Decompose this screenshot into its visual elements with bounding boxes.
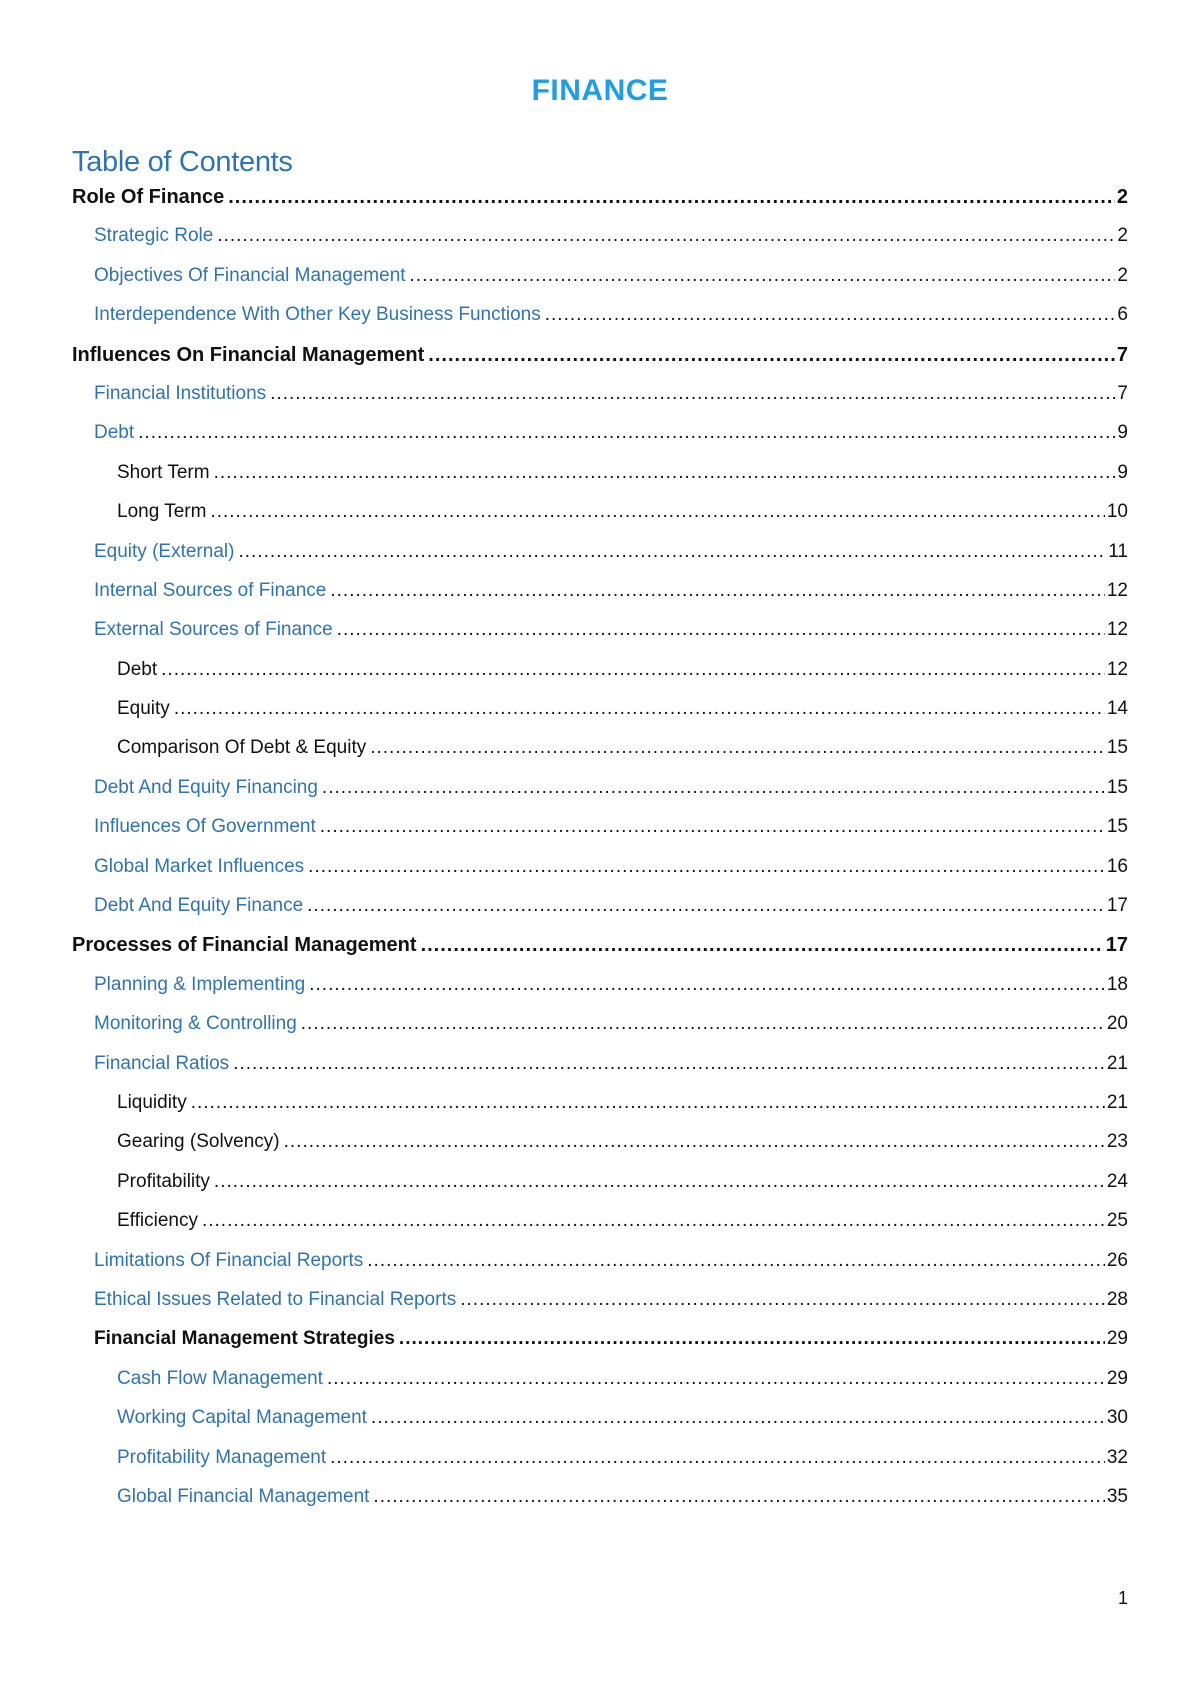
toc-entry-page[interactable]: 10 (1106, 501, 1128, 523)
toc-entry[interactable] (72, 1131, 1128, 1170)
toc-entry[interactable] (72, 225, 1128, 264)
toc-dot-leader (301, 1013, 1105, 1035)
toc-entry[interactable] (72, 1250, 1128, 1289)
toc-entry-page[interactable]: 15 (1106, 776, 1128, 798)
toc-entry[interactable] (72, 541, 1128, 580)
toc-entry-label[interactable]: Internal Sources of Finance (94, 579, 327, 601)
toc-dot-leader (214, 1171, 1105, 1193)
toc-entry[interactable] (72, 344, 1128, 383)
toc-entry-label[interactable]: Financial Institutions (94, 382, 267, 404)
table-of-contents (72, 186, 1128, 1525)
toc-entry-page[interactable]: 12 (1106, 619, 1128, 641)
toc-entry-label[interactable]: Financial Management Strategies (94, 1328, 395, 1350)
toc-dot-leader (370, 737, 1105, 759)
toc-dot-leader (217, 225, 1115, 247)
toc-entry-label[interactable]: Comparison Of Debt & Equity (117, 737, 367, 759)
toc-dot-leader (337, 619, 1105, 641)
toc-entry-page[interactable]: 29 (1106, 1367, 1128, 1389)
document-title: FINANCE (531, 74, 669, 107)
toc-dot-leader (191, 1092, 1105, 1114)
toc-entry[interactable] (72, 580, 1128, 619)
toc-dot-leader (373, 1486, 1104, 1508)
toc-entry[interactable] (72, 1407, 1128, 1446)
toc-entry[interactable] (72, 934, 1128, 973)
toc-dot-leader (428, 344, 1115, 366)
toc-entry-label[interactable]: Long Term (117, 501, 207, 523)
toc-entry-page[interactable]: 30 (1106, 1407, 1128, 1429)
toc-entry-page[interactable]: 21 (1106, 1052, 1128, 1074)
toc-entry-label[interactable]: Short Term (117, 461, 210, 483)
toc-dot-leader (460, 1289, 1105, 1311)
toc-entry-page[interactable]: 25 (1106, 1210, 1128, 1232)
toc-dot-leader (174, 698, 1105, 720)
toc-entry-label[interactable]: Global Market Influences (94, 855, 305, 877)
toc-entry-label[interactable]: Debt (117, 658, 158, 680)
toc-entry[interactable] (72, 777, 1128, 816)
toc-entry[interactable] (72, 659, 1128, 698)
toc-entry[interactable] (72, 186, 1128, 225)
toc-dot-leader (545, 304, 1116, 326)
toc-heading: Table of Contents (72, 146, 293, 178)
toc-entry-page[interactable]: 20 (1106, 1013, 1128, 1035)
toc-entry[interactable] (72, 383, 1128, 422)
toc-dot-leader (210, 501, 1104, 523)
toc-entry-label[interactable]: Financial Ratios (94, 1052, 230, 1074)
toc-dot-leader (161, 659, 1105, 681)
toc-entry-page[interactable]: 7 (1116, 343, 1128, 366)
toc-entry-page[interactable]: 2 (1117, 225, 1128, 247)
toc-entry-label[interactable]: Limitations Of Financial Reports (94, 1249, 364, 1271)
toc-entry[interactable] (72, 265, 1128, 304)
toc-entry-page[interactable]: 29 (1106, 1328, 1128, 1350)
toc-entry-page[interactable]: 35 (1106, 1485, 1128, 1507)
toc-entry-label[interactable]: Gearing (Solvency) (117, 1131, 280, 1153)
toc-entry-page[interactable]: 15 (1106, 816, 1128, 838)
toc-dot-leader (327, 1368, 1105, 1390)
toc-entry-label[interactable]: Strategic Role (94, 225, 214, 247)
toc-dot-leader (367, 1250, 1105, 1272)
toc-dot-leader (307, 895, 1105, 917)
toc-entry[interactable] (72, 619, 1128, 658)
toc-entry[interactable] (72, 737, 1128, 776)
toc-entry[interactable] (72, 974, 1128, 1013)
toc-dot-leader (238, 541, 1106, 563)
toc-entry-page[interactable]: 18 (1106, 973, 1128, 995)
toc-entry[interactable] (72, 1053, 1128, 1092)
toc-entry-page[interactable]: 28 (1106, 1288, 1128, 1310)
toc-entry-page[interactable]: 11 (1108, 540, 1128, 562)
toc-dot-leader (399, 1328, 1105, 1350)
toc-entry-label[interactable]: Equity (External) (94, 540, 235, 562)
toc-entry[interactable] (72, 1328, 1128, 1367)
toc-entry[interactable] (72, 1368, 1128, 1407)
toc-entry-label[interactable]: Influences On Financial Management (72, 343, 425, 366)
toc-entry-label[interactable]: Debt And Equity Finance (94, 895, 304, 917)
toc-entry-page[interactable]: 6 (1117, 304, 1128, 326)
toc-entry-label[interactable]: Debt And Equity Financing (94, 776, 318, 798)
toc-dot-leader (330, 580, 1105, 602)
toc-entry-label[interactable]: External Sources of Finance (94, 619, 333, 641)
toc-entry[interactable] (72, 1210, 1128, 1249)
page-number: 1 (1117, 1588, 1128, 1608)
toc-entry-label[interactable]: Debt (94, 422, 135, 444)
toc-dot-leader (214, 462, 1116, 484)
toc-entry-label[interactable]: Processes of Financial Management (72, 934, 417, 957)
toc-entry-label[interactable]: Ethical Issues Related to Financial Reports (94, 1288, 457, 1310)
toc-entry-page[interactable]: 12 (1106, 579, 1128, 601)
toc-entry-page[interactable]: 2 (1117, 264, 1128, 286)
toc-dot-leader (270, 383, 1115, 405)
toc-entry-label[interactable]: Objectives Of Financial Management (94, 264, 406, 286)
toc-entry-label[interactable]: Cash Flow Management (117, 1367, 323, 1389)
toc-entry-page[interactable]: 23 (1106, 1131, 1128, 1153)
toc-entry-label[interactable]: Influences Of Government (94, 816, 316, 838)
toc-entry-page[interactable]: 9 (1117, 461, 1128, 483)
toc-dot-leader (228, 186, 1115, 208)
toc-entry-page[interactable]: 9 (1117, 422, 1128, 444)
toc-entry[interactable] (72, 304, 1128, 343)
toc-entry-page[interactable]: 32 (1106, 1446, 1128, 1468)
toc-entry-page[interactable]: 12 (1106, 658, 1128, 680)
toc-entry[interactable] (72, 816, 1128, 855)
toc-entry-page[interactable]: 17 (1106, 895, 1128, 917)
toc-entry[interactable] (72, 698, 1128, 737)
toc-entry-page[interactable]: 17 (1105, 934, 1128, 957)
toc-dot-leader (233, 1053, 1105, 1075)
toc-entry-page[interactable]: 21 (1106, 1091, 1128, 1113)
toc-entry[interactable] (72, 856, 1128, 895)
toc-entry-label[interactable]: Global Financial Management (117, 1485, 370, 1507)
toc-dot-leader (410, 265, 1116, 287)
toc-dot-leader (308, 856, 1105, 878)
toc-entry[interactable] (72, 501, 1128, 540)
toc-entry-page[interactable]: 14 (1106, 698, 1128, 720)
toc-entry-label[interactable]: Equity (117, 698, 170, 720)
toc-dot-leader (320, 816, 1105, 838)
toc-entry-page[interactable]: 16 (1106, 855, 1128, 877)
toc-entry-label[interactable]: Monitoring & Controlling (94, 1013, 297, 1035)
toc-entry[interactable] (72, 1013, 1128, 1052)
toc-entry-page[interactable]: 24 (1106, 1170, 1128, 1192)
toc-entry-label[interactable]: Role Of Finance (72, 186, 225, 208)
toc-entry[interactable] (72, 1447, 1128, 1486)
toc-entry[interactable] (72, 1171, 1128, 1210)
toc-entry-label[interactable]: Planning & Implementing (94, 973, 306, 995)
toc-entry-label[interactable]: Profitability Management (117, 1446, 327, 1468)
toc-entry[interactable] (72, 1486, 1128, 1525)
toc-dot-leader (309, 974, 1105, 996)
toc-entry[interactable] (72, 895, 1128, 934)
toc-entry[interactable] (72, 422, 1128, 461)
toc-entry-label[interactable]: Liquidity (117, 1091, 187, 1113)
toc-dot-leader (330, 1447, 1105, 1469)
toc-dot-leader (421, 934, 1104, 956)
toc-dot-leader (322, 777, 1105, 799)
toc-entry-label[interactable]: Interdependence With Other Key Business Functions (94, 304, 541, 326)
toc-dot-leader (284, 1131, 1105, 1153)
toc-entry-label[interactable]: Profitability (117, 1170, 210, 1192)
toc-dot-leader (371, 1407, 1105, 1429)
toc-dot-leader (202, 1210, 1105, 1232)
toc-entry[interactable] (72, 1289, 1128, 1328)
toc-entry-page[interactable]: 2 (1116, 186, 1128, 208)
toc-entry-label[interactable]: Efficiency (117, 1210, 198, 1232)
toc-dot-leader (138, 422, 1115, 444)
toc-entry[interactable] (72, 462, 1128, 501)
toc-entry[interactable] (72, 1092, 1128, 1131)
toc-entry-page[interactable]: 7 (1117, 382, 1128, 404)
toc-entry-page[interactable]: 15 (1106, 737, 1128, 759)
toc-entry-label[interactable]: Working Capital Management (117, 1407, 367, 1429)
toc-entry-page[interactable]: 26 (1106, 1249, 1128, 1271)
